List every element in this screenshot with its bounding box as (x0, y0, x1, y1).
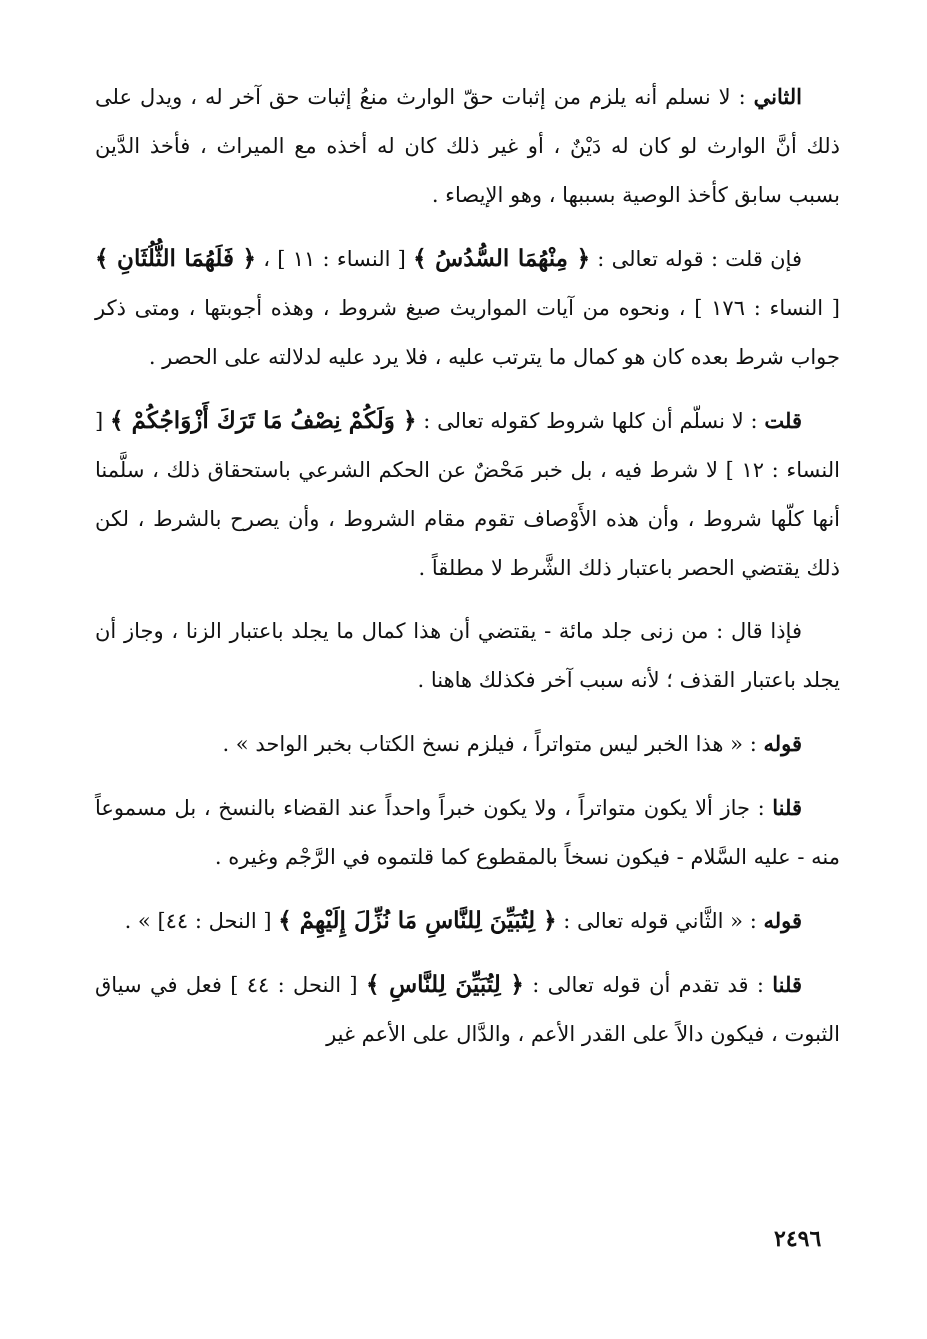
paragraph-text: : « هذا الخبر ليس متواتراً ، فيلزم نسخ الكتاب بخبر الواحد » . (222, 732, 764, 756)
paragraph-answer (95, 783, 840, 882)
quran-verse: ﴿ لِتُبَيِّنَ لِلنَّاسِ مَا نُزِّلَ إِلَيْهِمْ ﴾ (278, 907, 557, 934)
paragraph-reply (95, 396, 840, 593)
paragraph-text: : « الثَّاني قوله تعالى : (556, 909, 764, 933)
paragraph-thani (95, 72, 840, 220)
paragraph-text: فإذا قال : من زنى جلد مائة - يقتضي أن هذا كمال ما يجلد باعتبار الزنا ، وجاز أن يجلد باعتبار القذف ؛ لأنه سبب آخر فكذلك هاهنا . (95, 619, 840, 692)
paragraph-quote (95, 719, 840, 769)
quran-verse: ﴿ لِتُبَيِّنَ لِلنَّاسِ ﴾ (365, 971, 524, 998)
paragraph-lead: قلنا (772, 972, 803, 997)
citation: [ النحل : ٤٤] » . (124, 909, 279, 933)
paragraph-lead: قوله (763, 908, 802, 933)
page-body (95, 72, 840, 1073)
paragraph-text: : جاز ألا يكون متواتراً ، ولا يكون خبراً واحداً عند القضاء بالنسخ ، بل مسموعاً منه - عليه السَّلام - فيكون نسخاً بالمقطوع كما قلتموه في الرَّجْم وغيره . (95, 796, 840, 869)
paragraph-answer-second (95, 960, 840, 1059)
paragraph-text: : لا نسلم أنه يلزم من إثبات حقّ الوارث منعُ إثبات حق آخر له ، ويدل على ذلك أنَّ الوارث لو كان له دَيْنٌ ، أو غير ذلك كان له أخذه مع الميراث ، فأخذ الدَّين بسبب سابق كأخذ الوصية بسببها ، وهو الإيصاء . (95, 85, 840, 207)
paragraph-text: : لا نسلّم أن كلها شروط كقوله تعالى : (416, 409, 765, 433)
paragraph-lead: الثاني (753, 84, 802, 109)
citation: [ النساء : ١١ ] ، (256, 247, 414, 271)
paragraph-text: [ النحل : ٤٤ ] فعل في سياق الثبوت ، فيكون دالاً على القدر الأعم ، والدَّال على الأعم غير (95, 973, 840, 1046)
paragraph-text: [ النساء : ١٧٦ ] ، ونحوه من آيات المواريث صيغ شروط ، وهذه أجوبتها ، ومتى ذكر جواب شرط بعده كان هو كمال ما يترتب عليه ، فلا يرد عليه لدلالته على الحصر . (95, 296, 841, 369)
paragraph-example (95, 607, 840, 705)
quran-verse: ﴿ وَلَكُمْ نِصْفُ مَا تَرَكَ أَزْوَاجُكُمْ ﴾ (109, 407, 417, 434)
paragraph-text: : قد تقدم أن قوله تعالى : (523, 973, 773, 997)
paragraph-lead: قوله (763, 731, 802, 756)
quran-verse: ﴿ فَلَهُمَا الثُّلُثَانِ ﴾ (95, 245, 256, 272)
paragraph-text: فإن قلت : قوله تعالى : (590, 247, 802, 271)
paragraph-objection (95, 234, 840, 382)
paragraph-lead: قلت (764, 408, 802, 433)
page-number: ٢٤٩٦ (774, 1226, 822, 1252)
paragraph-quote-second (95, 896, 840, 946)
paragraph-lead: قلنا (772, 795, 802, 820)
quran-verse: ﴿ مِنْهُمَا السُّدُسُ ﴾ (413, 245, 591, 272)
paragraph-text: [ النساء : ١٢ ] لا شرط فيه ، بل خبر مَحْضٌ عن الحكم الشرعي باستحقاق ذلك ، سلَّمنا أنها كلّها شروط ، وأن هذه الأَوْصاف تقوم مقام الشروط ، وأن يصرح بالشرط ، لكن ذلك يقتضي الحصر باعتبار ذلك الشَّرط لا مطلقاً . (95, 409, 840, 580)
